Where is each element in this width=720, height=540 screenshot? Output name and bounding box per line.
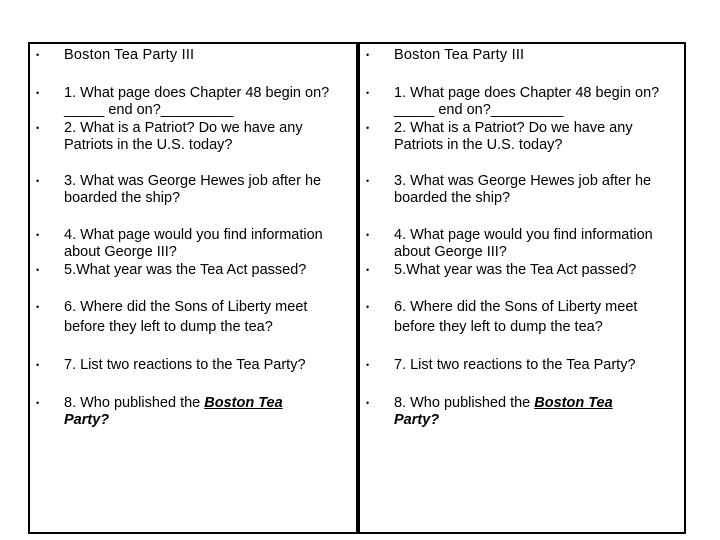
bullet: • [366, 360, 370, 370]
question-2-text: 2. What is a Patriot? Do we have any Patriots in the U.S. today? [64, 120, 303, 153]
bullet: • [36, 398, 40, 408]
bullet: • [366, 176, 370, 186]
book-title: Boston Tea [204, 395, 283, 411]
bullet: • [366, 50, 370, 60]
bullet: • [36, 265, 40, 275]
question-7-text: 7. List two reactions to the Tea Party? [64, 357, 306, 373]
question-5-text: 5.What year was the Tea Act passed? [394, 262, 637, 278]
question-8-text [64, 395, 352, 428]
question-6-line-2: before they left to dump the tea? [64, 319, 273, 335]
bullet: • [36, 176, 40, 186]
question-3-text: 3. What was George Hewes job after he boarded the ship? [394, 173, 652, 206]
bullet: • [366, 398, 370, 408]
bullet: • [366, 302, 370, 312]
question-3-text: 3. What was George Hewes job after he boarded the ship? [64, 173, 322, 206]
worksheet-title: Boston Tea Party III [64, 47, 195, 63]
question-6-line-1: 6. Where did the Sons of Liberty meet [394, 299, 638, 315]
bullet: • [36, 50, 40, 60]
bullet: • [366, 230, 370, 240]
question-1-text: 1. What page does Chapter 48 begin on?_____ end on?_________ [64, 85, 330, 118]
bullet: • [366, 88, 370, 98]
question-8-suffix: Party? [394, 411, 440, 428]
book-title: Boston Tea [534, 395, 613, 411]
question-4-text: 4. What page would you find information about George III? [394, 227, 653, 260]
worksheet-title: Boston Tea Party III [394, 47, 525, 63]
bullet: • [36, 230, 40, 240]
question-7-text: 7. List two reactions to the Tea Party? [394, 357, 636, 373]
bullet: • [366, 265, 370, 275]
bullet: • [36, 360, 40, 370]
worksheet-right [358, 42, 686, 534]
bullet: • [36, 123, 40, 133]
worksheet-left [28, 42, 358, 534]
question-8-prefix: 8. Who published the [394, 395, 535, 411]
question-2-text: 2. What is a Patriot? Do we have any Patriots in the U.S. today? [394, 120, 633, 153]
question-6-line-2: before they left to dump the tea? [394, 319, 603, 335]
bullet: • [36, 302, 40, 312]
question-8-suffix: Party? [64, 411, 110, 428]
question-8-prefix: 8. Who published the [64, 395, 205, 411]
bullet: • [36, 88, 40, 98]
bullet: • [366, 123, 370, 133]
question-5-text: 5.What year was the Tea Act passed? [64, 262, 307, 278]
question-6-line-1: 6. Where did the Sons of Liberty meet [64, 299, 308, 315]
question-4-text: 4. What page would you find information about George III? [64, 227, 323, 260]
question-8-text [394, 395, 680, 428]
question-1-text: 1. What page does Chapter 48 begin on?_____ end on?_________ [394, 85, 660, 118]
